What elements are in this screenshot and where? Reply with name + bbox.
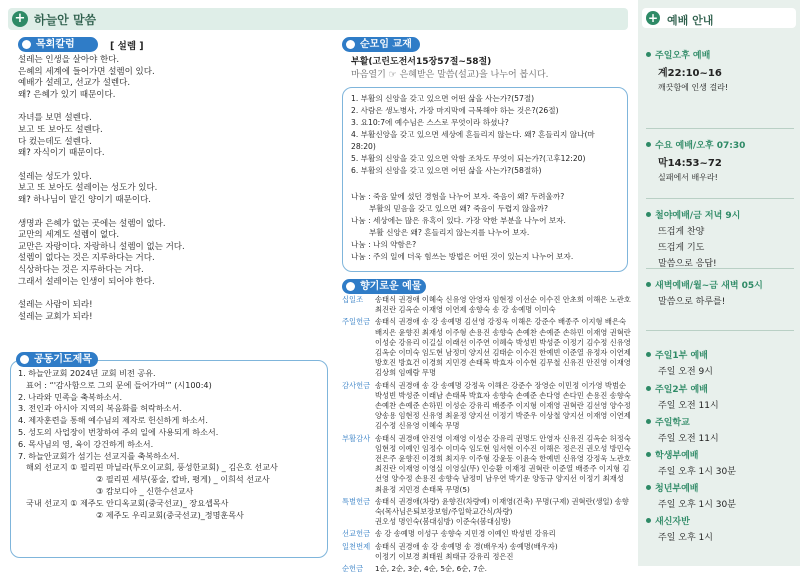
question-box: [342, 87, 628, 272]
page-title: 하늘안 말씀: [34, 13, 97, 27]
offering-label: 부활감사: [342, 433, 371, 443]
service-name: 학생부예배: [646, 448, 736, 461]
column-text: [18, 55, 318, 323]
divider: [646, 198, 794, 199]
offering-names: 1순, 2순, 3순, 4순, 5순, 6순, 7순.: [375, 564, 487, 574]
sidebar-header: [642, 8, 796, 28]
service-time: 주일 오전 9시: [658, 367, 713, 377]
question-item: 1. 부활의 신앙을 갖고 있으면 어떤 삶을 사는가?(57절): [351, 94, 535, 103]
offering-label: 선교헌금: [342, 529, 371, 539]
column-paragraph: 자녀를 보면 설렌다. 보고 또 보아도 설렌다. 다 컸는데도 설렌다. 왜? 자식이기 때문이다.: [18, 113, 105, 159]
service-block: [646, 481, 736, 510]
prayer-item: 1. 하늘안교회 2024년 교회 비전 공유.: [18, 368, 156, 378]
offering-table: [342, 295, 632, 576]
offering-row: [342, 529, 632, 539]
question-item: 6. 부활의 신앙을 갖고 있으면 어떤 삶을 사는가?(58절하): [351, 166, 542, 175]
sharing-item: 부활 신앙은 왜? 흔들리지 않는지를 나누어 보자.: [369, 228, 530, 237]
dot-icon: [346, 282, 355, 291]
prayer-item: 국내 선교지 ① 제주도 안디옥교회(중국선교)_ 장요셉목사: [26, 497, 229, 508]
service-time: 주일 오후 1시 30분: [658, 467, 736, 477]
offering-names: 송태식 권경애(차량) 윤향진(차량예) 이재영(건축) 무명(구제) 권혁란(생일) 송향숙(목사님은퇴보장보험/주일학교간식/차량) 권오성 명인숙(봄대심방) 이준숙(봄대심방): [375, 496, 629, 527]
service-block: [646, 448, 736, 477]
service-name: 주일1부 예배: [646, 348, 713, 361]
prayer-item: 5. 성도의 사업장이 번창하여 주의 일에 사용되게 하소서.: [18, 426, 219, 437]
service-time: 주일 오후 1시 30분: [658, 500, 736, 510]
divider: [646, 330, 794, 331]
prayer-item: 2. 나라와 민족을 축복하소서.: [18, 391, 123, 402]
dot-icon: [346, 40, 355, 49]
service-time: 막14:53~72: [658, 158, 722, 169]
service-name: 주일학교: [646, 415, 719, 428]
study-verse: 부활(고린도전서15장57절~58절): [351, 57, 492, 67]
service-note: 깨끗함에 인생 걸라!: [658, 83, 729, 92]
plus-icon: +: [647, 11, 659, 25]
offering-label: 일천번제: [342, 541, 371, 551]
offering-row: [342, 381, 632, 432]
service-time: 주일 오후 1시: [658, 533, 713, 543]
divider: [646, 128, 794, 129]
sharing-item: 나눔 : 세상에는 많은 유혹이 있다. 가장 약한 부분을 나누어 보자.: [351, 216, 566, 225]
sidebar-title: 예배 안내: [667, 14, 714, 27]
service-block: [646, 382, 719, 411]
offering-label: 주일헌금: [342, 317, 371, 327]
plus-icon: +: [12, 11, 28, 27]
prayer-pill: 공동기도제목: [16, 352, 98, 367]
prayer-item: 해외 선교지 ① 필리핀 마닐라(투오이교회, 풍성한교회) _ 김은호 선교사: [26, 462, 278, 473]
column-subtitle: [ 설렘 ]: [110, 41, 144, 52]
offering-row: [342, 434, 632, 495]
column-pill: 목회칼럼: [18, 37, 98, 52]
offering-pill: 향기로운 예물: [342, 279, 426, 294]
question-item: 5. 부활의 신앙을 갖고 있으면 악함 조차도 무엇이 되는가?(고후12:20): [351, 154, 586, 163]
column-paragraph: 설레는 성도가 있다. 보고 또 보아도 설레이는 성도가 있다. 왜? 하나님이 맡긴 양이기 때문이다.: [18, 171, 158, 205]
prayer-item: 6. 목사님의 영, 육이 강건하게 하소서.: [18, 438, 154, 449]
header-bar: [8, 8, 628, 30]
offering-label: 십일조: [342, 295, 364, 304]
prayer-item: ② 필리핀 세부(풍술, 캅바, 평게) _ 이희석 선교사: [96, 474, 270, 485]
study-pill: 순모임 교재: [342, 37, 420, 52]
service-name: 새신자반: [646, 514, 713, 527]
offering-names: 송태식 권경애 송 강 송예명 강정욱 이해은 강준수 장영순 이민정 이가영 박범순 박성빈 박성준 이래남 손태복 박효자 송향숙 손예준 손다영 손다민 손용진 송향숙 손예찬 손예준 손하민 이성순 강유리 배종주 이지형 이재영 권혁란 김선영 양수정 양송용 임현정 신유영 최윤정 양지선 이정기 박준우 이상철 양지선 이재영 이연제 김수정 신유영 이혜숙 무명: [375, 380, 631, 431]
prayer-list: [18, 368, 323, 521]
sidebar: [638, 0, 800, 566]
dot-icon: [20, 355, 29, 364]
offering-label: 특별헌금: [342, 496, 371, 506]
offering-label: 순헌금: [342, 564, 364, 574]
offering-row: [342, 542, 632, 562]
offering-names: 송태식 권경애 이혜숙 신유영 안영자 임현정 이선순 이수진 안초희 이해은 노관호 최진란 김옥순 이재영 이연제 송향숙 송 강 송예명 이미숙: [375, 295, 631, 315]
column-paragraph: 설레는 사람이 되라! 설레는 교회가 되라!: [18, 300, 93, 322]
dot-icon: [22, 40, 31, 49]
column-paragraph: 생명과 은혜가 없는 곳에는 설렘이 없다. 교만의 세계도 설렘이 없다. 교만은 자랑이다. 자랑하니 설렘이 없는 거다. 설렘이 없다는 것은 지루하다는 거다. 식상하다는 것은 지루하다는 거다. 그래서 설레이는 인생이 되어야 한다.: [18, 218, 185, 287]
prayer-item: 4. 제자훈련을 통해 예수님의 제자로 헌신하게 하소서.: [18, 415, 208, 426]
offering-label: 감사헌금: [342, 380, 371, 390]
service-note: 말씀으로 하루를!: [658, 297, 726, 307]
prayer-item: ③ 캄보디아 _ 신한수선교사: [96, 485, 194, 496]
service-line: 말씀으로 응답!: [658, 259, 717, 269]
offering-names: 송 강 송예명 이성구 송향숙 지민경 이예인 박성빈 강유리: [375, 529, 556, 539]
service-block: [646, 415, 719, 444]
service-name: 새벽예배/월~금 새벽 05시: [646, 278, 763, 291]
sharing-item: 나눔 : 나의 약함은?: [351, 240, 417, 249]
question-item: 3. 요10:7에 예수님은 스스로 무엇이라 하셨나?: [351, 118, 509, 127]
offering-row: [342, 295, 632, 315]
prayer-item: ② 제주도 우리교회(중국선교)_정명훈목사: [96, 509, 244, 520]
prayer-item: 7. 하늘안교회가 섬기는 선교지를 축복하소서.: [18, 450, 180, 461]
service-time: 주일 오전 11시: [658, 434, 719, 444]
prayer-item: 3. 전인과 아시아 지역의 복음화를 허락하소서.: [18, 403, 182, 414]
service-block: [646, 208, 740, 269]
service-name: 수요 예배/오후 07:30: [646, 138, 745, 151]
service-block: [646, 48, 728, 93]
divider: [646, 268, 794, 269]
service-block: [646, 514, 713, 543]
column-paragraph: 설레는 인생을 살아야 한다. 은혜의 세계에 들어가면 설렘이 있다. 예배가 설레고, 선교가 설렌다. 왜? 은혜가 있기 때문이다.: [18, 55, 155, 100]
service-name: 주일2부 예배: [646, 382, 719, 395]
prayer-item: 표어 : “'감사함으로 그의 문에 들어가며'” (시100:4): [26, 379, 212, 390]
offering-row: [342, 497, 632, 528]
offering-names: 송태식 권경애 안진영 이재영 이성순 강유리 권명도 안영자 신유진 김옥순 허정숙 임현정 이예인 임정수 이미숙 임도현 임서현 이수진 이해은 정은진 권오성 방민숙 전은주 윤향진 이경희 최지우 이주형 강윤동 이윤숙 한예빈 신유영 강정욱 노관호 최진란 이재영 이영실 이영실(뚜) 인승환 이재정 권혁란 이준열 배종주 이지형 김선영 양수정 손용진 송향숙 남정미 남우연 박기운 양동규 양지선 이정기 최재성 최윤정 지민경 손태복 무명(5): [375, 433, 631, 494]
sharing-item: 부활의 믿음을 갖고 있으면 왜? 죽음이 두렵지 않을까?: [369, 204, 549, 213]
service-name: 철야예배/금 저녁 9시: [646, 208, 740, 221]
service-block: [646, 278, 763, 307]
offering-row: [342, 317, 632, 378]
question-item: 4. 부활신앙을 갖고 있으면 세상에 흔들리지 않는다. 왜? 흔들리지 않나(마28:20): [351, 130, 595, 151]
service-block: [646, 138, 745, 183]
service-time: 계22:10~16: [658, 68, 722, 79]
service-line: 뜨겁게 기도: [658, 243, 705, 253]
sharing-item: 나눔 : 죽음 앞에 섰던 경험을 나누어 보자. 죽음이 왜? 두려울까?: [351, 192, 565, 201]
service-time: 주일 오전 11시: [658, 401, 719, 411]
offering-names: 송태식 권경애 송 강 송예명 송 경(배우자) 송예명(배우자) 이정기 이보경 최태원 최태규 강유리 정은진: [375, 541, 558, 561]
service-name: 주일오후 예배: [646, 48, 728, 61]
study-intro: 마음열기 ☞ 은혜받은 말씀(설교)을 나누어 봅시다.: [351, 70, 549, 80]
sharing-item: 나눔 : 주의 일에 더욱 힘쓰는 방법은 어떤 것이 있는지 나누어 보자.: [351, 252, 574, 261]
service-name: 청년부예배: [646, 481, 736, 494]
service-note: 실패에서 배우라!: [658, 173, 718, 182]
question-item: 2. 사람은 생노병사, 가장 마지막에 극복해야 하는 것은?(26절): [351, 106, 559, 115]
service-line: 뜨겁게 찬양: [658, 227, 705, 237]
service-block: [646, 348, 713, 377]
offering-names: 송태식 권경애 송 강 송예명 김선영 강정욱 이해은 강준수 배종주 이지형 배은숙 배지은 윤향진 최재성 이주형 손용진 송향숙 손예찬 손예준 손하민 이재영 권혁란 이성순 강유리 이길실 이래선 이주연 이혜숙 박성빈 박성준 이정기 김수정 신유영 김옥순 이미숙 임도현 남정미 양지선 김태순 이수진 한예빈 이준열 유정자 이연제 방호진 방효건 이경희 지민경 손태복 박효자 이수현 김무철 신유진 안진영 이재영 김상희 임예람 무명: [375, 317, 631, 378]
